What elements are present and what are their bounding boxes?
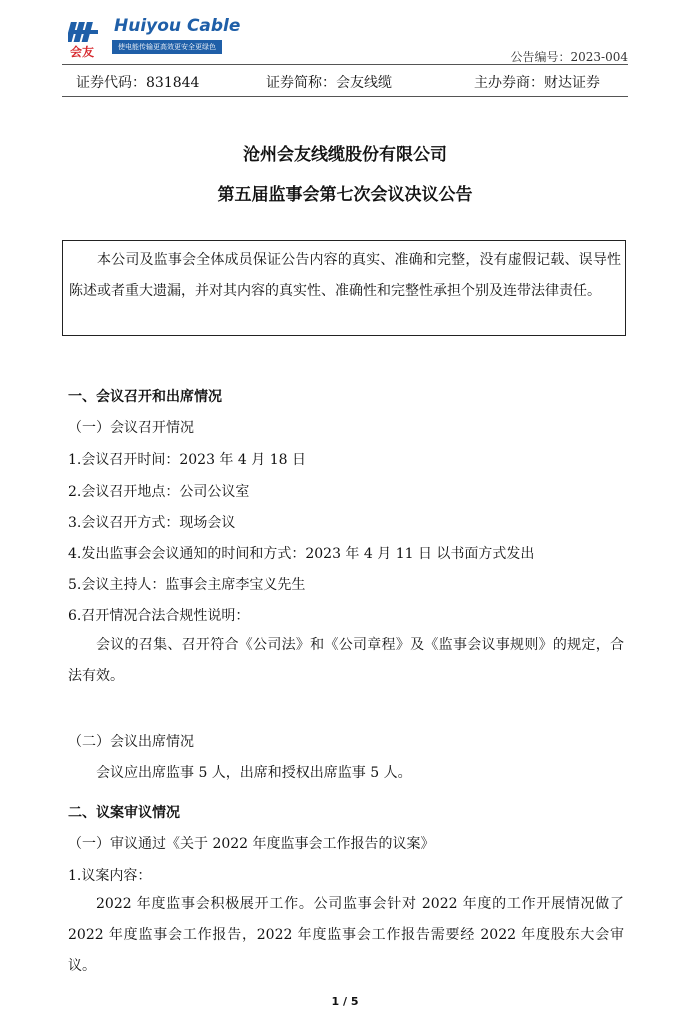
sponsor-broker: 主办券商：财达证券 [474,75,600,91]
page-number: 1 / 5 [331,995,359,1008]
meeting-place: 2.会议召开地点：公司公议室 [68,484,250,500]
company-name: 沧州会友线缆股份有限公司 [243,145,447,165]
header-rule-2 [62,96,628,97]
motion-title: （一）审议通过《关于 2022 年度监事会工作报告的议案》 [68,836,435,852]
compliance-label: 6.召开情况合法合规性说明： [68,608,250,624]
disclaimer-text: 本公司及监事会全体成员保证公告内容的真实、准确和完整，没有虚假记载、误导性陈述或者重大遗漏，并对其内容的真实性、准确性和完整性承担个别及连带法律责任。 [69,252,621,299]
section2-heading: 二、议案审议情况 [68,805,180,821]
announcement-title: 第五届监事会第七次会议决议公告 [217,185,473,205]
header-rule [62,64,628,65]
logo-brand-text: Huiyou Cable [114,16,241,36]
compliance-text: 会议的召集、召开符合《公司法》和《公司章程》及《监事会议事规则》的规定，合法有效。 [68,637,624,684]
section1-heading: 一、会议召开和出席情况 [68,389,222,405]
security-code: 证券代码：831844 [76,75,200,91]
motion-content-label: 1.议案内容： [68,868,152,884]
meeting-host: 5.会议主持人：监事会主席李宝义先生 [68,577,306,593]
motion-content: 2022 年度监事会积极展开工作。公司监事会针对 2022 年度的工作开展情况做了 2022 年度监事会工作报告，2022 年度监事会工作报告需要经 2022 年度股东大会审议。 [68,896,624,974]
logo-slogan: 使电能传输更高效更安全更绿色 [118,43,216,51]
section1-sub1: （一）会议召开情况 [68,420,194,436]
attendance-text: 会议应出席监事 5 人，出席和授权出席监事 5 人。 [96,765,412,781]
notice-time-method: 4.发出监事会会议通知的时间和方式：2023 年 4 月 11 日 以书面方式发出 [68,546,535,562]
meeting-method: 3.会议召开方式：现场会议 [68,515,236,531]
disclaimer-box [62,240,626,336]
meeting-time: 1.会议召开时间：2023 年 4 月 18 日 [68,452,306,468]
company-logo [68,16,241,60]
logo-cn-text: 会友 [70,45,95,59]
section1-sub2: （二）会议出席情况 [68,734,194,750]
security-abbr: 证券简称：会友线缆 [266,75,392,91]
notice-number: 公告编号：2023-004 [510,50,628,64]
